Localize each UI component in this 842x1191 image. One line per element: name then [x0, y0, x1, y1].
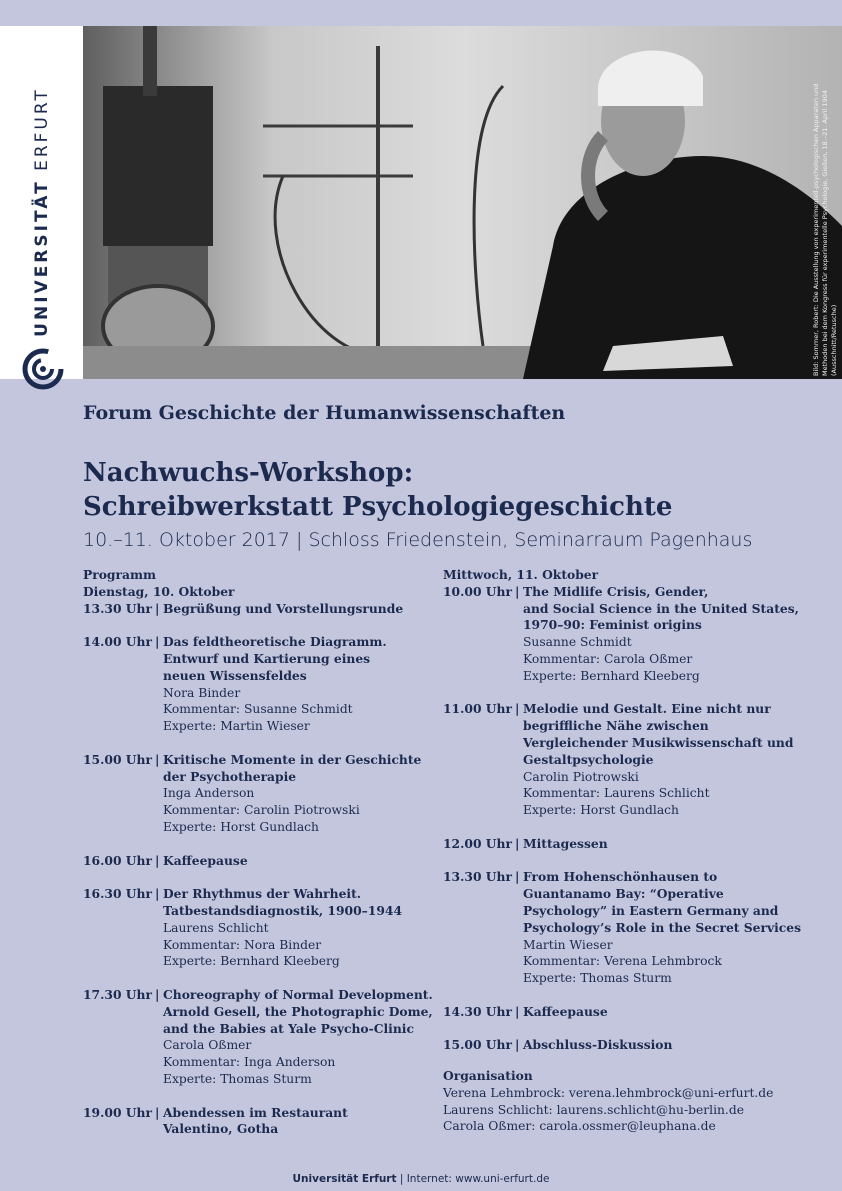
session-detail: Experte: Horst Gundlach	[163, 819, 319, 834]
session-title	[163, 853, 433, 870]
session-item	[83, 634, 433, 735]
session-item	[83, 886, 433, 970]
university-emblem-icon	[22, 348, 64, 390]
session-detail: Kommentar: Susanne Schmidt	[163, 702, 353, 717]
session-separator: |	[515, 869, 520, 885]
workshop-title-line-1: Nachwuchs-Workshop:	[83, 458, 414, 488]
session-item	[443, 869, 833, 987]
session-title-line: Kaffeepause	[163, 852, 248, 868]
session-item	[443, 1037, 833, 1054]
session-time: 13.30 Uhr	[443, 869, 512, 885]
session-detail: Nora Binder	[163, 685, 241, 700]
session-detail: Experte: Bernhard Kleeberg	[163, 954, 340, 969]
session-item	[443, 584, 833, 685]
session-detail: Kommentar: Nora Binder	[163, 937, 322, 952]
session-time: 15.00 Uhr	[443, 1037, 512, 1053]
session-detail: Experte: Horst Gundlach	[523, 803, 679, 818]
session-title-line: and Social Science in the United States,	[523, 600, 799, 616]
session-body	[163, 752, 433, 836]
session-separator: |	[155, 600, 160, 616]
session-title-line: 1970–90: Feminist origins	[523, 617, 702, 633]
session-body	[163, 634, 433, 735]
forum-title: Forum Geschichte der Humanwissenschaften	[83, 402, 566, 424]
session-body	[523, 1037, 833, 1054]
organisation-contact: Carola Oßmer: carola.ossmer@leuphana.de	[443, 1119, 716, 1134]
session-body	[163, 1105, 433, 1139]
session-title	[523, 869, 833, 936]
session-body	[523, 701, 833, 819]
session-time: 11.00 Uhr	[443, 701, 512, 717]
session-title-line: Psychology” in Eastern Germany and	[523, 902, 779, 918]
session-detail: Kommentar: Verena Lehmbrock	[523, 954, 722, 969]
session-separator: |	[515, 1037, 520, 1053]
session-title-line: and the Babies at Yale Psycho-Clinic	[163, 1020, 414, 1036]
session-item	[443, 836, 833, 853]
top-band	[0, 0, 842, 26]
session-title-line: Entwurf und Kartierung eines	[163, 650, 371, 666]
organisation-section	[443, 1068, 833, 1135]
session-title-line: The Midlife Crisis, Gender,	[523, 583, 709, 599]
session-body	[523, 836, 833, 853]
day2-sessions	[443, 584, 833, 1054]
session-detail: Experte: Thomas Sturm	[523, 971, 672, 986]
session-detail: Martin Wieser	[523, 937, 613, 952]
session-title-line: Gestaltpsychologie	[523, 751, 654, 767]
session-separator: |	[155, 634, 160, 650]
session-title	[163, 1105, 433, 1139]
session-detail: Kommentar: Carola Oßmer	[523, 651, 693, 666]
session-separator: |	[515, 583, 520, 599]
session-title	[163, 601, 433, 618]
day-heading: Mittwoch, 11. Oktober	[443, 567, 599, 582]
organisation-contact: Verena Lehmbrock: verena.lehmbrock@uni-erfurt.de	[443, 1085, 774, 1100]
session-item	[443, 701, 833, 819]
program-heading: Programm	[83, 567, 156, 582]
session-title-line: Abschluss-Diskussion	[523, 1037, 673, 1053]
session-separator: |	[155, 751, 160, 767]
session-detail: Susanne Schmidt	[523, 635, 632, 650]
logo-text-bold: UNIVERSITÄT	[32, 179, 52, 337]
session-title-line: neuen Wissensfeldes	[163, 667, 307, 683]
day-heading: Dienstag, 10. Oktober	[83, 583, 235, 599]
session-title-line: Valentino, Gotha	[163, 1121, 279, 1137]
session-time: 17.30 Uhr	[83, 986, 152, 1002]
session-title	[163, 886, 433, 920]
day1-sessions	[83, 601, 433, 1139]
session-title-line: Melodie und Gestalt. Eine nicht nur	[523, 701, 771, 717]
session-body	[163, 886, 433, 970]
session-title-line: Kaffeepause	[523, 1003, 608, 1019]
session-detail: Experte: Bernhard Kleeberg	[523, 668, 700, 683]
workshop-title	[83, 456, 672, 524]
photo-illustration	[83, 26, 842, 379]
session-detail: Laurens Schlicht	[163, 920, 269, 935]
session-title	[523, 836, 833, 853]
session-body	[163, 601, 433, 618]
session-item	[83, 601, 433, 618]
session-title	[163, 987, 433, 1037]
session-body	[163, 853, 433, 870]
session-separator: |	[155, 852, 160, 868]
session-title-line: From Hohenschönhausen to	[523, 869, 718, 885]
session-title-line: Tatbestandsdiagnostik, 1900–1944	[163, 902, 403, 918]
session-title-line: Abendessen im Restaurant	[163, 1104, 348, 1120]
footer	[0, 1173, 842, 1185]
session-title-line: Arnold Gesell, the Photographic Dome,	[163, 1003, 433, 1019]
session-title-line: der Psychotherapie	[163, 768, 297, 784]
session-item	[83, 987, 433, 1088]
session-item	[83, 853, 433, 870]
session-title-line: Mittagessen	[523, 835, 608, 851]
session-time: 19.00 Uhr	[83, 1104, 152, 1120]
session-separator: |	[155, 986, 160, 1002]
session-title-line: Der Rhythmus der Wahrheit.	[163, 886, 362, 902]
photo-credit: Bild: Sommer, Robert: Die Ausstellung von experimentell-psychologischen Apparaten und Methoden bei dem Kongress für experimentelle Psychologie, Gießen, 18.–21. April 1904 (Ausschnitt/Retusche)	[812, 83, 838, 376]
session-body	[523, 869, 833, 987]
session-body	[523, 584, 833, 685]
session-title	[523, 1004, 833, 1021]
logo-text-light: ERFURT	[32, 87, 52, 171]
session-title-line: Begrüßung und Vorstellungsrunde	[163, 600, 404, 616]
footer-website: | Internet: www.uni-erfurt.de	[396, 1173, 550, 1185]
session-title-line: Choreography of Normal Development.	[163, 986, 433, 1002]
workshop-title-line-2: Schreibwerkstatt Psychologiegeschichte	[83, 492, 673, 522]
session-detail: Kommentar: Inga Anderson	[163, 1055, 336, 1070]
session-time: 15.00 Uhr	[83, 751, 152, 767]
session-time: 12.00 Uhr	[443, 835, 512, 851]
session-title-line: Kritische Momente in der Geschichte	[163, 751, 422, 767]
session-title	[163, 634, 433, 684]
session-title-line: Psychology’s Role in the Secret Services	[523, 919, 802, 935]
session-time: 16.30 Uhr	[83, 886, 152, 902]
university-logo-text	[32, 87, 52, 337]
session-title-line: Guantanamo Bay: “Operative	[523, 886, 724, 902]
session-body	[523, 1004, 833, 1021]
session-time: 13.30 Uhr	[83, 600, 152, 616]
session-separator: |	[155, 886, 160, 902]
organisation-heading: Organisation	[443, 1067, 533, 1083]
session-detail: Kommentar: Laurens Schlicht	[523, 786, 710, 801]
session-time: 14.30 Uhr	[443, 1003, 512, 1019]
session-time: 10.00 Uhr	[443, 583, 512, 599]
session-title-line: Vergleichender Musikwissenschaft und	[523, 734, 794, 750]
session-separator: |	[515, 835, 520, 851]
session-title-line: Das feldtheoretische Diagramm.	[163, 634, 387, 650]
session-time: 14.00 Uhr	[83, 634, 152, 650]
session-title-line: begriffliche Nähe zwischen	[523, 718, 709, 734]
date-venue: 10.–11. Oktober 2017 | Schloss Friedenstein, Seminarraum Pagenhaus	[83, 529, 753, 551]
logo-strip	[0, 26, 83, 379]
session-item	[83, 1105, 433, 1139]
historical-photo	[83, 26, 842, 379]
session-item	[83, 752, 433, 836]
session-time: 16.00 Uhr	[83, 852, 152, 868]
session-detail: Carola Oßmer	[163, 1038, 252, 1053]
session-detail: Experte: Martin Wieser	[163, 719, 310, 734]
session-separator: |	[515, 701, 520, 717]
program-column-left	[83, 567, 433, 1155]
organisation-contact: Laurens Schlicht: laurens.schlicht@hu-berlin.de	[443, 1102, 744, 1117]
session-separator: |	[155, 1104, 160, 1120]
session-title	[523, 584, 833, 634]
session-body	[163, 987, 433, 1088]
session-item	[443, 1004, 833, 1021]
session-title	[523, 701, 833, 768]
session-title	[523, 1037, 833, 1054]
session-detail: Experte: Thomas Sturm	[163, 1071, 312, 1086]
session-separator: |	[515, 1003, 520, 1019]
program-column-right	[443, 567, 833, 1135]
session-detail: Inga Anderson	[163, 786, 255, 801]
session-detail: Kommentar: Carolin Piotrowski	[163, 803, 360, 818]
session-title	[163, 752, 433, 786]
session-detail: Carolin Piotrowski	[523, 769, 639, 784]
footer-university-name: Universität Erfurt	[292, 1173, 397, 1185]
